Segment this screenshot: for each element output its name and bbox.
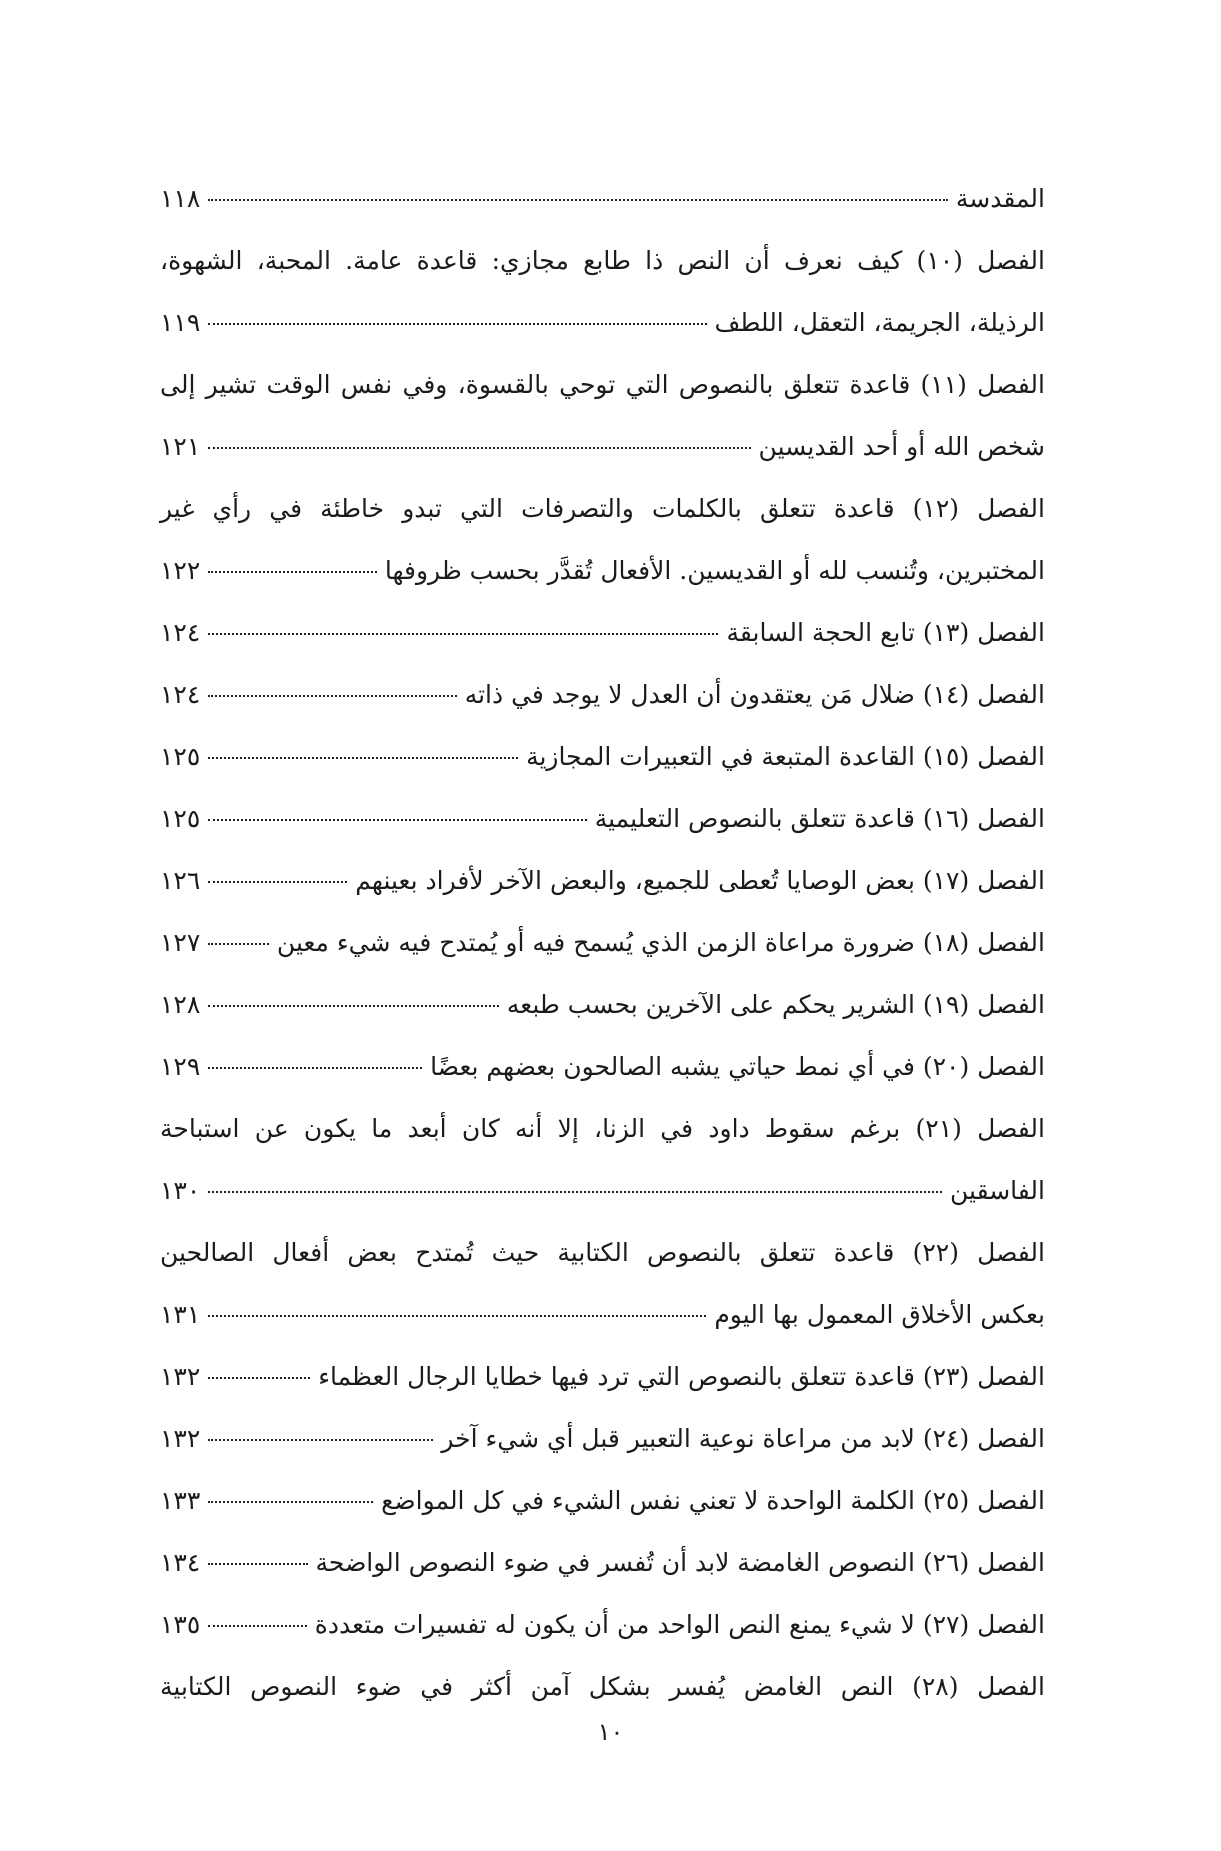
table-of-contents (160, 168, 1045, 1718)
toc-entry-text: الفصل (٢٨) النص الغامض يُفسر بشكل آمن أكثر في ضوء النصوص الكتابية (160, 1672, 1045, 1701)
toc-entry-page: ١٣٥ (160, 1610, 201, 1639)
dot-leader (208, 757, 518, 759)
toc-entry (160, 1532, 1045, 1594)
toc-entry-text: الفصل (١٤) ضلال مَن يعتقدون أن العدل لا يوجد في ذاته (464, 680, 1045, 709)
toc-entry (160, 1594, 1045, 1656)
toc-entry-text: الفصل (٢٤) لابد من مراعاة نوعية التعبير قبل أي شيء آخر (441, 1424, 1045, 1453)
toc-entry (160, 850, 1045, 912)
dot-leader (208, 1067, 422, 1069)
dot-leader (208, 1377, 310, 1379)
dot-leader (208, 695, 456, 697)
toc-entry-page: ١٢٧ (160, 928, 201, 957)
dot-leader (208, 943, 269, 945)
toc-entry-text: الفصل (٢٣) قاعدة تتعلق بالنصوص التي ترد فيها خطايا الرجال العظماء (318, 1362, 1045, 1391)
toc-entry (160, 1656, 1045, 1718)
dot-leader (208, 1439, 433, 1441)
toc-entry-page: ١٢٤ (160, 680, 201, 709)
toc-entry-text: الفصل (١٩) الشرير يحكم على الآخرين بحسب طبعه (506, 990, 1045, 1019)
toc-entry-text: الرذيلة، الجريمة، التعقل، اللطف (714, 308, 1045, 337)
dot-leader (208, 1563, 307, 1565)
toc-entry-page: ١٢٥ (160, 742, 201, 771)
toc-entry (160, 1222, 1045, 1284)
toc-entry (160, 1284, 1045, 1346)
toc-entry (160, 1346, 1045, 1408)
toc-entry-text: الفصل (١٣) تابع الحجة السابقة (726, 618, 1045, 647)
toc-entry (160, 912, 1045, 974)
dot-leader (208, 1191, 942, 1193)
toc-entry-text: الفصل (٢٢) قاعدة تتعلق بالنصوص الكتابية حيث تُمتدح بعض أفعال الصالحين (160, 1238, 1045, 1267)
dot-leader (208, 1315, 706, 1317)
toc-entry-page: ١٢٦ (160, 866, 201, 895)
toc-entry-page: ١٣٠ (160, 1176, 201, 1205)
toc-entry-text: الفصل (١٧) بعض الوصايا تُعطى للجميع، والبعض الآخر لأفراد بعينهم (355, 866, 1045, 895)
toc-entry (160, 230, 1045, 292)
toc-entry (160, 664, 1045, 726)
toc-entry-text: الفصل (١٥) القاعدة المتبعة في التعبيرات المجازية (526, 742, 1045, 771)
dot-leader (208, 881, 347, 883)
toc-entry-text: المختبرين، وتُنسب لله أو القديسين. الأفعال تُقدَّر بحسب ظروفها (384, 556, 1045, 585)
toc-entry-page: ١١٩ (160, 308, 201, 337)
toc-entry-text: الفصل (٢٥) الكلمة الواحدة لا تعني نفس الشيء في كل المواضع (381, 1486, 1045, 1515)
toc-entry (160, 602, 1045, 664)
toc-entry (160, 1098, 1045, 1160)
dot-leader (208, 633, 718, 635)
toc-entry-text: المقدسة (955, 184, 1045, 213)
toc-entry-text: الفاسقين (950, 1176, 1045, 1205)
toc-entry (160, 292, 1045, 354)
toc-entry-text: الفصل (٢٦) النصوص الغامضة لابد أن تُفسر في ضوء النصوص الواضحة (315, 1548, 1045, 1577)
toc-entry (160, 540, 1045, 602)
dot-leader (208, 1625, 306, 1627)
toc-entry (160, 788, 1045, 850)
toc-entry (160, 1036, 1045, 1098)
toc-entry (160, 1160, 1045, 1222)
toc-entry-page: ١٣٤ (160, 1548, 201, 1577)
toc-entry-page: ١٢٨ (160, 990, 201, 1019)
dot-leader (208, 447, 750, 449)
toc-entry (160, 1408, 1045, 1470)
dot-leader (208, 1501, 373, 1503)
toc-entry-page: ١٢٢ (160, 556, 201, 585)
toc-entry (160, 478, 1045, 540)
toc-entry-page: ١٣٢ (160, 1362, 201, 1391)
toc-entry (160, 168, 1045, 230)
toc-entry-page: ١٢٩ (160, 1052, 201, 1081)
dot-leader (208, 571, 377, 573)
toc-entry-page: ١٢٤ (160, 618, 201, 647)
toc-entry-page: ١٣٣ (160, 1486, 201, 1515)
toc-entry (160, 974, 1045, 1036)
toc-entry-page: ١٢١ (160, 432, 201, 461)
dot-leader (208, 199, 948, 201)
page-number: ١٠ (597, 1718, 624, 1746)
toc-entry-page: ١٣٢ (160, 1424, 201, 1453)
toc-entry-text: الفصل (١٠) كيف نعرف أن النص ذا طابع مجازي: قاعدة عامة. المحبة، الشهوة، (160, 246, 1045, 275)
toc-entry-text: الفصل (٢٠) في أي نمط حياتي يشبه الصالحون بعضهم بعضًا (430, 1052, 1045, 1081)
dot-leader (208, 323, 706, 325)
toc-entry-text: الفصل (١٢) قاعدة تتعلق بالكلمات والتصرفات التي تبدو خاطئة في رأي غير (160, 494, 1045, 523)
toc-entry (160, 416, 1045, 478)
toc-entry-text: الفصل (١١) قاعدة تتعلق بالنصوص التي توحي بالقسوة، وفي نفس الوقت تشير إلى (160, 370, 1045, 399)
toc-entry-text: الفصل (٢٧) لا شيء يمنع النص الواحد من أن يكون له تفسيرات متعددة (314, 1610, 1045, 1639)
dot-leader (208, 819, 586, 821)
toc-entry-page: ١٢٥ (160, 804, 201, 833)
toc-entry (160, 354, 1045, 416)
toc-entry-text: شخص الله أو أحد القديسين (758, 432, 1045, 461)
toc-entry (160, 1470, 1045, 1532)
toc-entry-text: الفصل (١٦) قاعدة تتعلق بالنصوص التعليمية (594, 804, 1045, 833)
toc-entry-text: بعكس الأخلاق المعمول بها اليوم (714, 1300, 1045, 1329)
toc-entry-text: الفصل (٢١) برغم سقوط داود في الزنا، إلا أنه كان أبعد ما يكون عن استباحة (160, 1114, 1045, 1143)
toc-entry (160, 726, 1045, 788)
toc-entry-page: ١٣١ (160, 1300, 201, 1329)
toc-entry-page: ١١٨ (160, 184, 201, 213)
toc-entry-text: الفصل (١٨) ضرورة مراعاة الزمن الذي يُسمح فيه أو يُمتدح فيه شيء معين (276, 928, 1045, 957)
dot-leader (208, 1005, 499, 1007)
